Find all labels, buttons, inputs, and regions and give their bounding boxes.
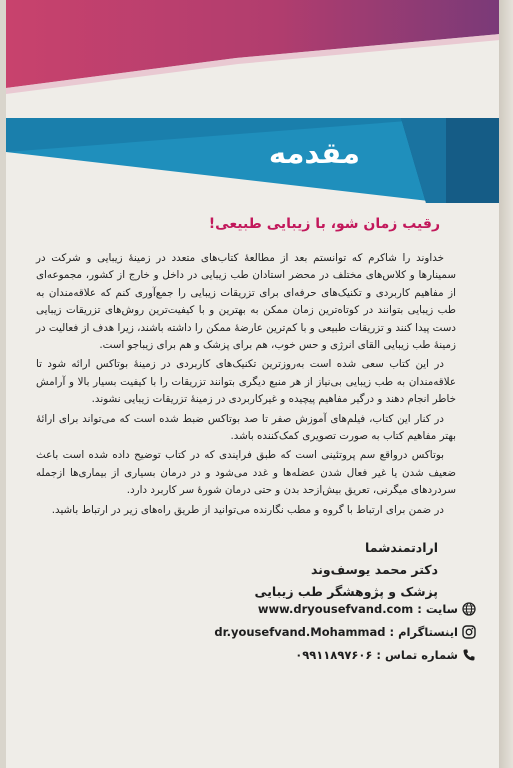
instagram-handle[interactable]: dr.yousefvand.Mohammad (214, 625, 386, 639)
paragraph: در ضمن برای ارتباط با گروه و مطب نگارنده می‌توانید از طریق راه‌های زیر در ارتباط باشید. (51, 503, 444, 516)
paragraph: خداوند را شاکرم که توانستم بعد از مطالعهٔ کتاب‌های متعدد در زمینهٔ زیبایی و شرکت در سمینارها و کلاس‌های مختلف در محضر استادان طب زیبایی در داخل و خارج از کشور، مجموعه‌ای از مفاهیم کاربردی و تکنیک‌های حرفه‌ای برای تزریقات زیبایی را جمع‌آوری کنم که علاقه‌مندان به طب زیبایی بتوانند در کوتاه‌ترین زمان ممکن به بهترین و با کیفیت‌ترین روش‌های تزریقات زیبایی دست پیدا کنند و تزریقات طبیعی و با کم‌ترین عارضهٔ ممکن را داشته باشند، زیرا هدف از فعالیت در زمینهٔ طب زیبایی القای انرژی و حس خوب، هم برای پزشک و هم برای زیباجو است. (36, 252, 456, 352)
instagram-icon (462, 625, 476, 639)
contact-label: اینستاگرام : (389, 625, 458, 639)
page-title: مقدمه (268, 136, 360, 170)
contact-phone (216, 644, 476, 666)
contact-label: شماره تماس : (376, 648, 458, 662)
book-page (6, 0, 500, 768)
signature-block (178, 537, 438, 603)
phone-icon (462, 648, 476, 662)
paragraph: بوتاکس درواقع سم پروتئینی است که طبق فرایندی که در کتاب توضیح داده شده است باعث ضعیف شدن یا غیر فعال شدن عضله‌ها و غدد می‌شود و در درمان بسیاری از بیماری‌ها ازجمله سردردهای میگرنی، تعریق بیش‌ازحد بدن و حتی درمان شورهٔ سر کاربرد دارد. (36, 449, 456, 497)
page-subtitle: رقیب زمان شو، با زیبایی طبیعی! (208, 216, 440, 232)
contact-instagram (216, 621, 476, 643)
paragraph: در این کتاب سعی شده است به‌روزترین تکنیک‌های کاربردی در زمینهٔ بوتاکس ارائه شود تا علاقه‌مندان به طب زیبایی بی‌نیاز از هر منبع دیگری بتوانند تزریقات را با کیفیت بسیار بالا و آرامش خاطر انجام دهند و درگیر مفاهیم پیچیده و غیرکاربردی در زمینهٔ تزریقات زیبایی نشوند. (36, 358, 456, 406)
signature-closing: ارادتمندشما (365, 540, 438, 555)
globe-icon (462, 602, 476, 616)
contact-list (216, 598, 476, 667)
signature-name: دکتر محمد یوسف‌وند (310, 562, 438, 577)
contact-label: سایت : (417, 602, 458, 616)
paragraph: در کنار این کتاب، فیلم‌های آموزش صفر تا صد بوتاکس ضبط شده است که می‌تواند برای ارائهٔ بهتر مفاهیم کتاب به صورت تصویری کمک‌کننده باشد. (36, 412, 456, 443)
contact-website (216, 598, 476, 620)
phone-number[interactable]: ۰۹۹۱۱۸۹۷۶۰۶ (295, 648, 373, 662)
website-link[interactable]: www.dryousefvand.com (257, 602, 414, 616)
decorative-top-band (6, 0, 500, 110)
page-edge (499, 0, 513, 768)
signature-title: پزشک و پژوهشگر طب زیبایی (254, 584, 438, 599)
heading-banner (6, 118, 500, 203)
body-text (36, 250, 456, 521)
